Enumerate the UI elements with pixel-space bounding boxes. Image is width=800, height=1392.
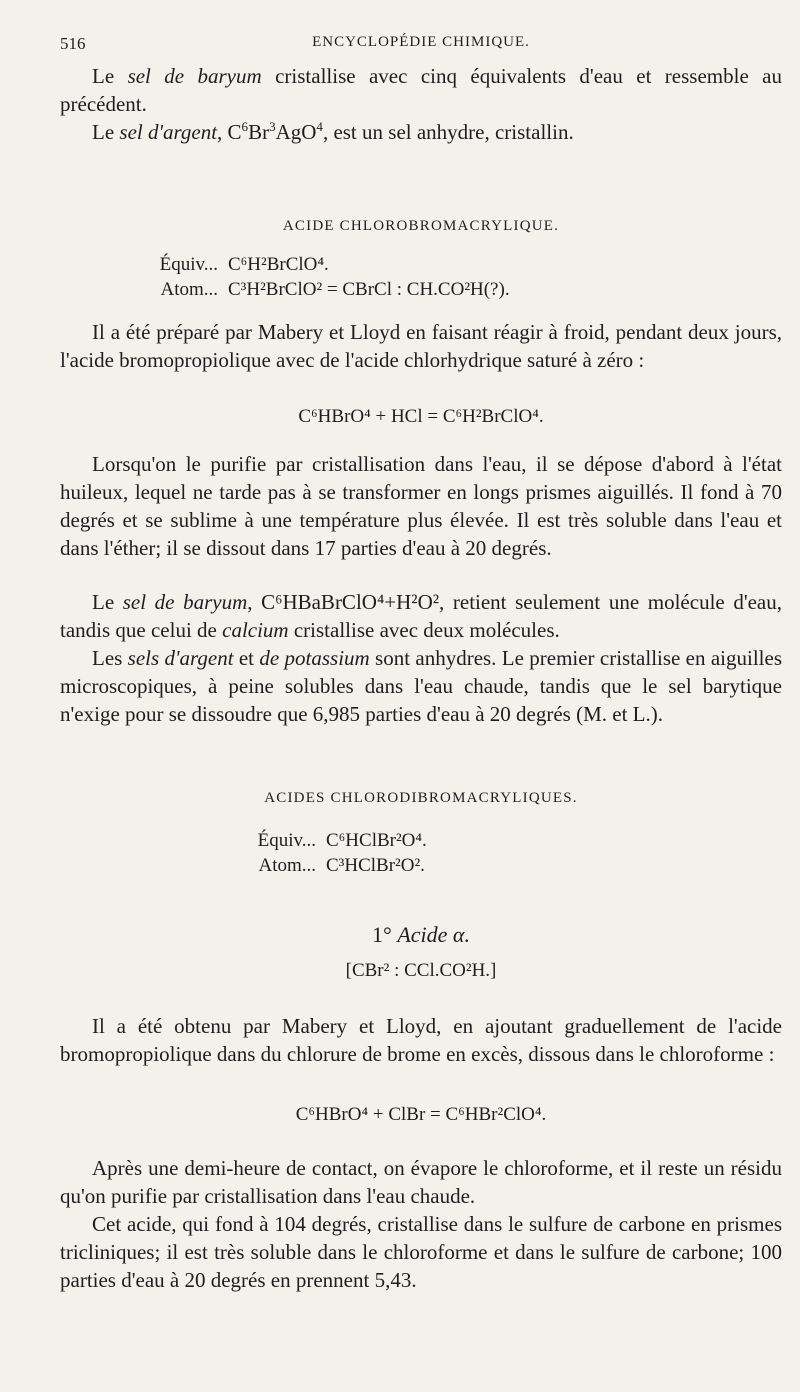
- reaction-equation-1: C⁶HBrO⁴ + HCl = C⁶H²BrClO⁴.: [298, 406, 544, 427]
- section-title-chlorodibromacryliques: ACIDES CHLORODIBROMACRYLIQUES.: [264, 790, 578, 806]
- structure-formula: [CBr² : CCl.CO²H.]: [345, 960, 497, 981]
- page-number: 516: [60, 34, 86, 53]
- section-title-chlorobromacrylique: ACIDE CHLOROBROMACRYLIQUE.: [282, 218, 560, 234]
- section2-paragraph-2: Après une demi-heure de contact, on évapore le chloroforme, et il reste un résidu qu'on purifie par cristallisation dans l'eau chaude.: [60, 1156, 782, 1208]
- section1-paragraph-1: Il a été préparé par Mabery et Lloyd en faisant réagir à froid, pendant deux jours, l'acide bromopropiolique avec de l'acide chlorhydrique saturé à zéro :: [60, 320, 782, 372]
- paragraph-barium-salt: Le sel de baryum cristallise avec cinq équivalents d'eau et ressemble au précédent.: [60, 64, 783, 116]
- section2-paragraph-3: Cet acide, qui fond à 104 degrés, cristallise dans le sulfure de carbone en prismes tricliniques; il est très soluble dans le chloroforme et dans le sulfure de carbone; 100 parties d'eau à 20 degrés en prennent 5,43.: [60, 1212, 782, 1292]
- atom-row: Atom... C³H²BrClO² = CBrCl : CH.CO²H(?).: [160, 279, 510, 300]
- equiv-row: Équiv... C⁶H²BrClO⁴.: [159, 254, 329, 275]
- section1-paragraph-4: Les sels d'argent et de potassium sont anhydres. Le premier cristallise en aiguilles microscopiques, à peine solubles dans l'eau chaude, tandis que le sel barytique n'exige pour se dissoudre que 6,985 parties d'eau à 20 degrés (M. et L.).: [60, 646, 782, 726]
- atom-row: Atom... C³HClBr²O².: [258, 855, 425, 876]
- formula-table-2: [216, 828, 427, 878]
- equiv-row: Équiv... C⁶HClBr²O⁴.: [257, 830, 427, 851]
- section1-paragraph-2: Lorsqu'on le purifie par cristallisation dans l'eau, il se dépose d'abord à l'état huileux, lequel ne tarde pas à se transformer en longs prismes aiguillés. Il fond à 70 degrés et se sublime à une température plus élevée. Il est très soluble dans l'eau et dans l'éther; il se dissout dans 17 parties d'eau à 20 degrés.: [60, 452, 782, 560]
- paragraph-silver-salt: Le sel d'argent, $C^6Br^3AgO^4$, est un sel anhydre, cristallin.: [92, 119, 574, 144]
- intro-paragraphs: [60, 62, 782, 146]
- subsection-heading-acide-alpha: 1° Acide α.: [372, 922, 470, 947]
- section1-paragraph-3: Le sel de baryum, C⁶HBaBrClO⁴+H²O², retient seulement une molécule d'eau, tandis que celui de calcium cristallise avec deux molécules.: [60, 590, 783, 642]
- reaction-equation-2: C⁶HBrO⁴ + ClBr = C⁶HBr²ClO⁴.: [295, 1104, 547, 1125]
- section2-paragraph-1: Il a été obtenu par Mabery et Lloyd, en ajoutant graduellement de l'acide bromopropiolique dans du chlorure de brome en excès, dissous dans le chloroforme :: [60, 1014, 782, 1066]
- formula-table-1: [118, 252, 510, 302]
- running-title: ENCYCLOPÉDIE CHIMIQUE.: [312, 34, 530, 50]
- page-header: [60, 34, 782, 58]
